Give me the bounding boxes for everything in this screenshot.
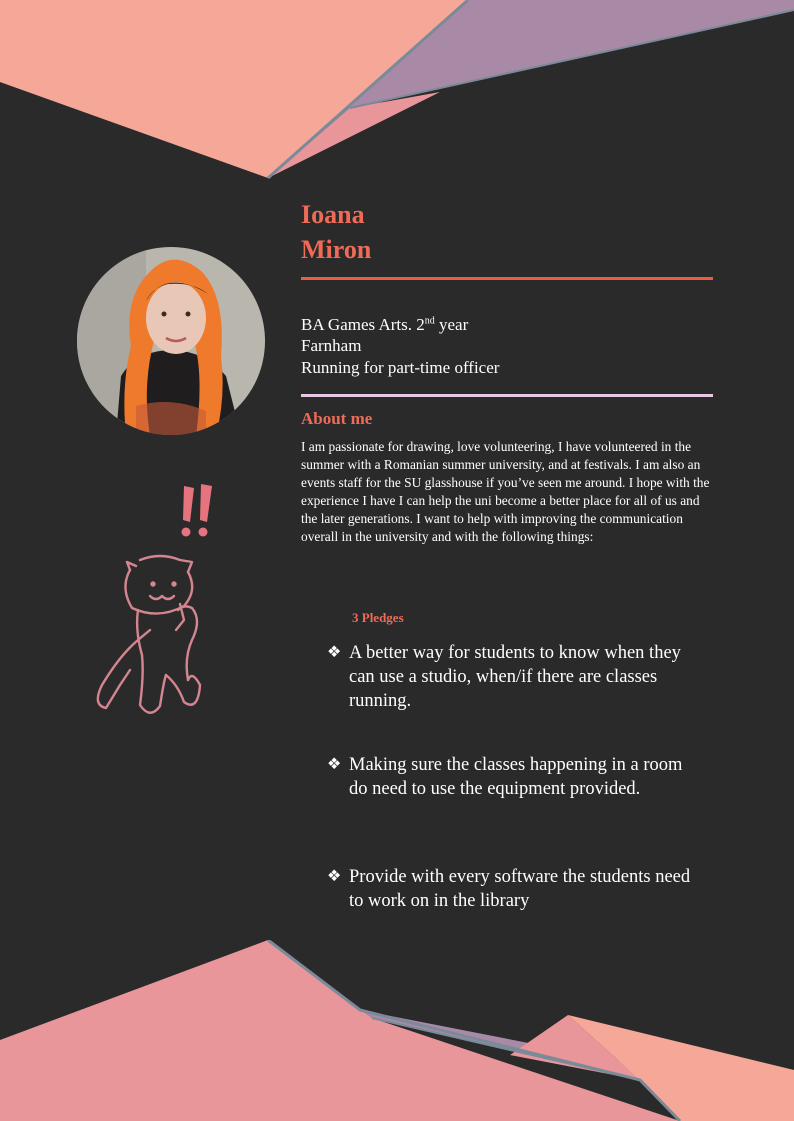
pledge-item bbox=[327, 753, 699, 801]
course-line bbox=[301, 314, 468, 335]
candidate-first-name: Ioana bbox=[301, 200, 365, 229]
pledge-text: Making sure the classes happening in a room do need to use the equipment provided. bbox=[349, 755, 683, 799]
info-divider bbox=[301, 394, 713, 397]
course-text: BA Games Arts. 2 bbox=[301, 315, 425, 334]
pledge-text: Provide with every software the students need to work on in the library bbox=[349, 867, 691, 911]
diamond-bullet-icon: ❖ bbox=[327, 868, 342, 885]
diamond-bullet-icon: ❖ bbox=[327, 644, 342, 661]
cat-doodle-icon bbox=[80, 480, 220, 730]
top-decoration bbox=[0, 0, 794, 200]
candidate-last-name: Miron bbox=[301, 235, 372, 264]
role-text: Running for part-time officer bbox=[301, 358, 500, 377]
name-divider bbox=[301, 277, 713, 280]
pledge-text: A better way for students to know when they can use a studio, when/if there are classes running. bbox=[349, 643, 681, 711]
course-ordinal: nd bbox=[424, 315, 435, 327]
course-suffix: year bbox=[434, 315, 469, 334]
bottom-decoration bbox=[0, 940, 794, 1121]
pledge-item bbox=[327, 641, 699, 713]
campus-text: Farnham bbox=[301, 336, 362, 355]
avatar bbox=[76, 246, 266, 436]
about-text: I am passionate for drawing, love volunteering, I have volunteered in the summer with a Romanian summer university, and at festivals. I am also an events staff for the SU glasshouse if you’ve seen me around. I hope with the experience I have I can help the uni become a better place for all of us and the later generations. I want to help with improving the communication overall in the university and with the following things: bbox=[301, 439, 710, 544]
about-title: About me bbox=[301, 409, 373, 428]
pledges-title: 3 Pledges bbox=[352, 610, 404, 625]
diamond-bullet-icon: ❖ bbox=[327, 756, 342, 773]
pledge-item bbox=[327, 865, 699, 913]
